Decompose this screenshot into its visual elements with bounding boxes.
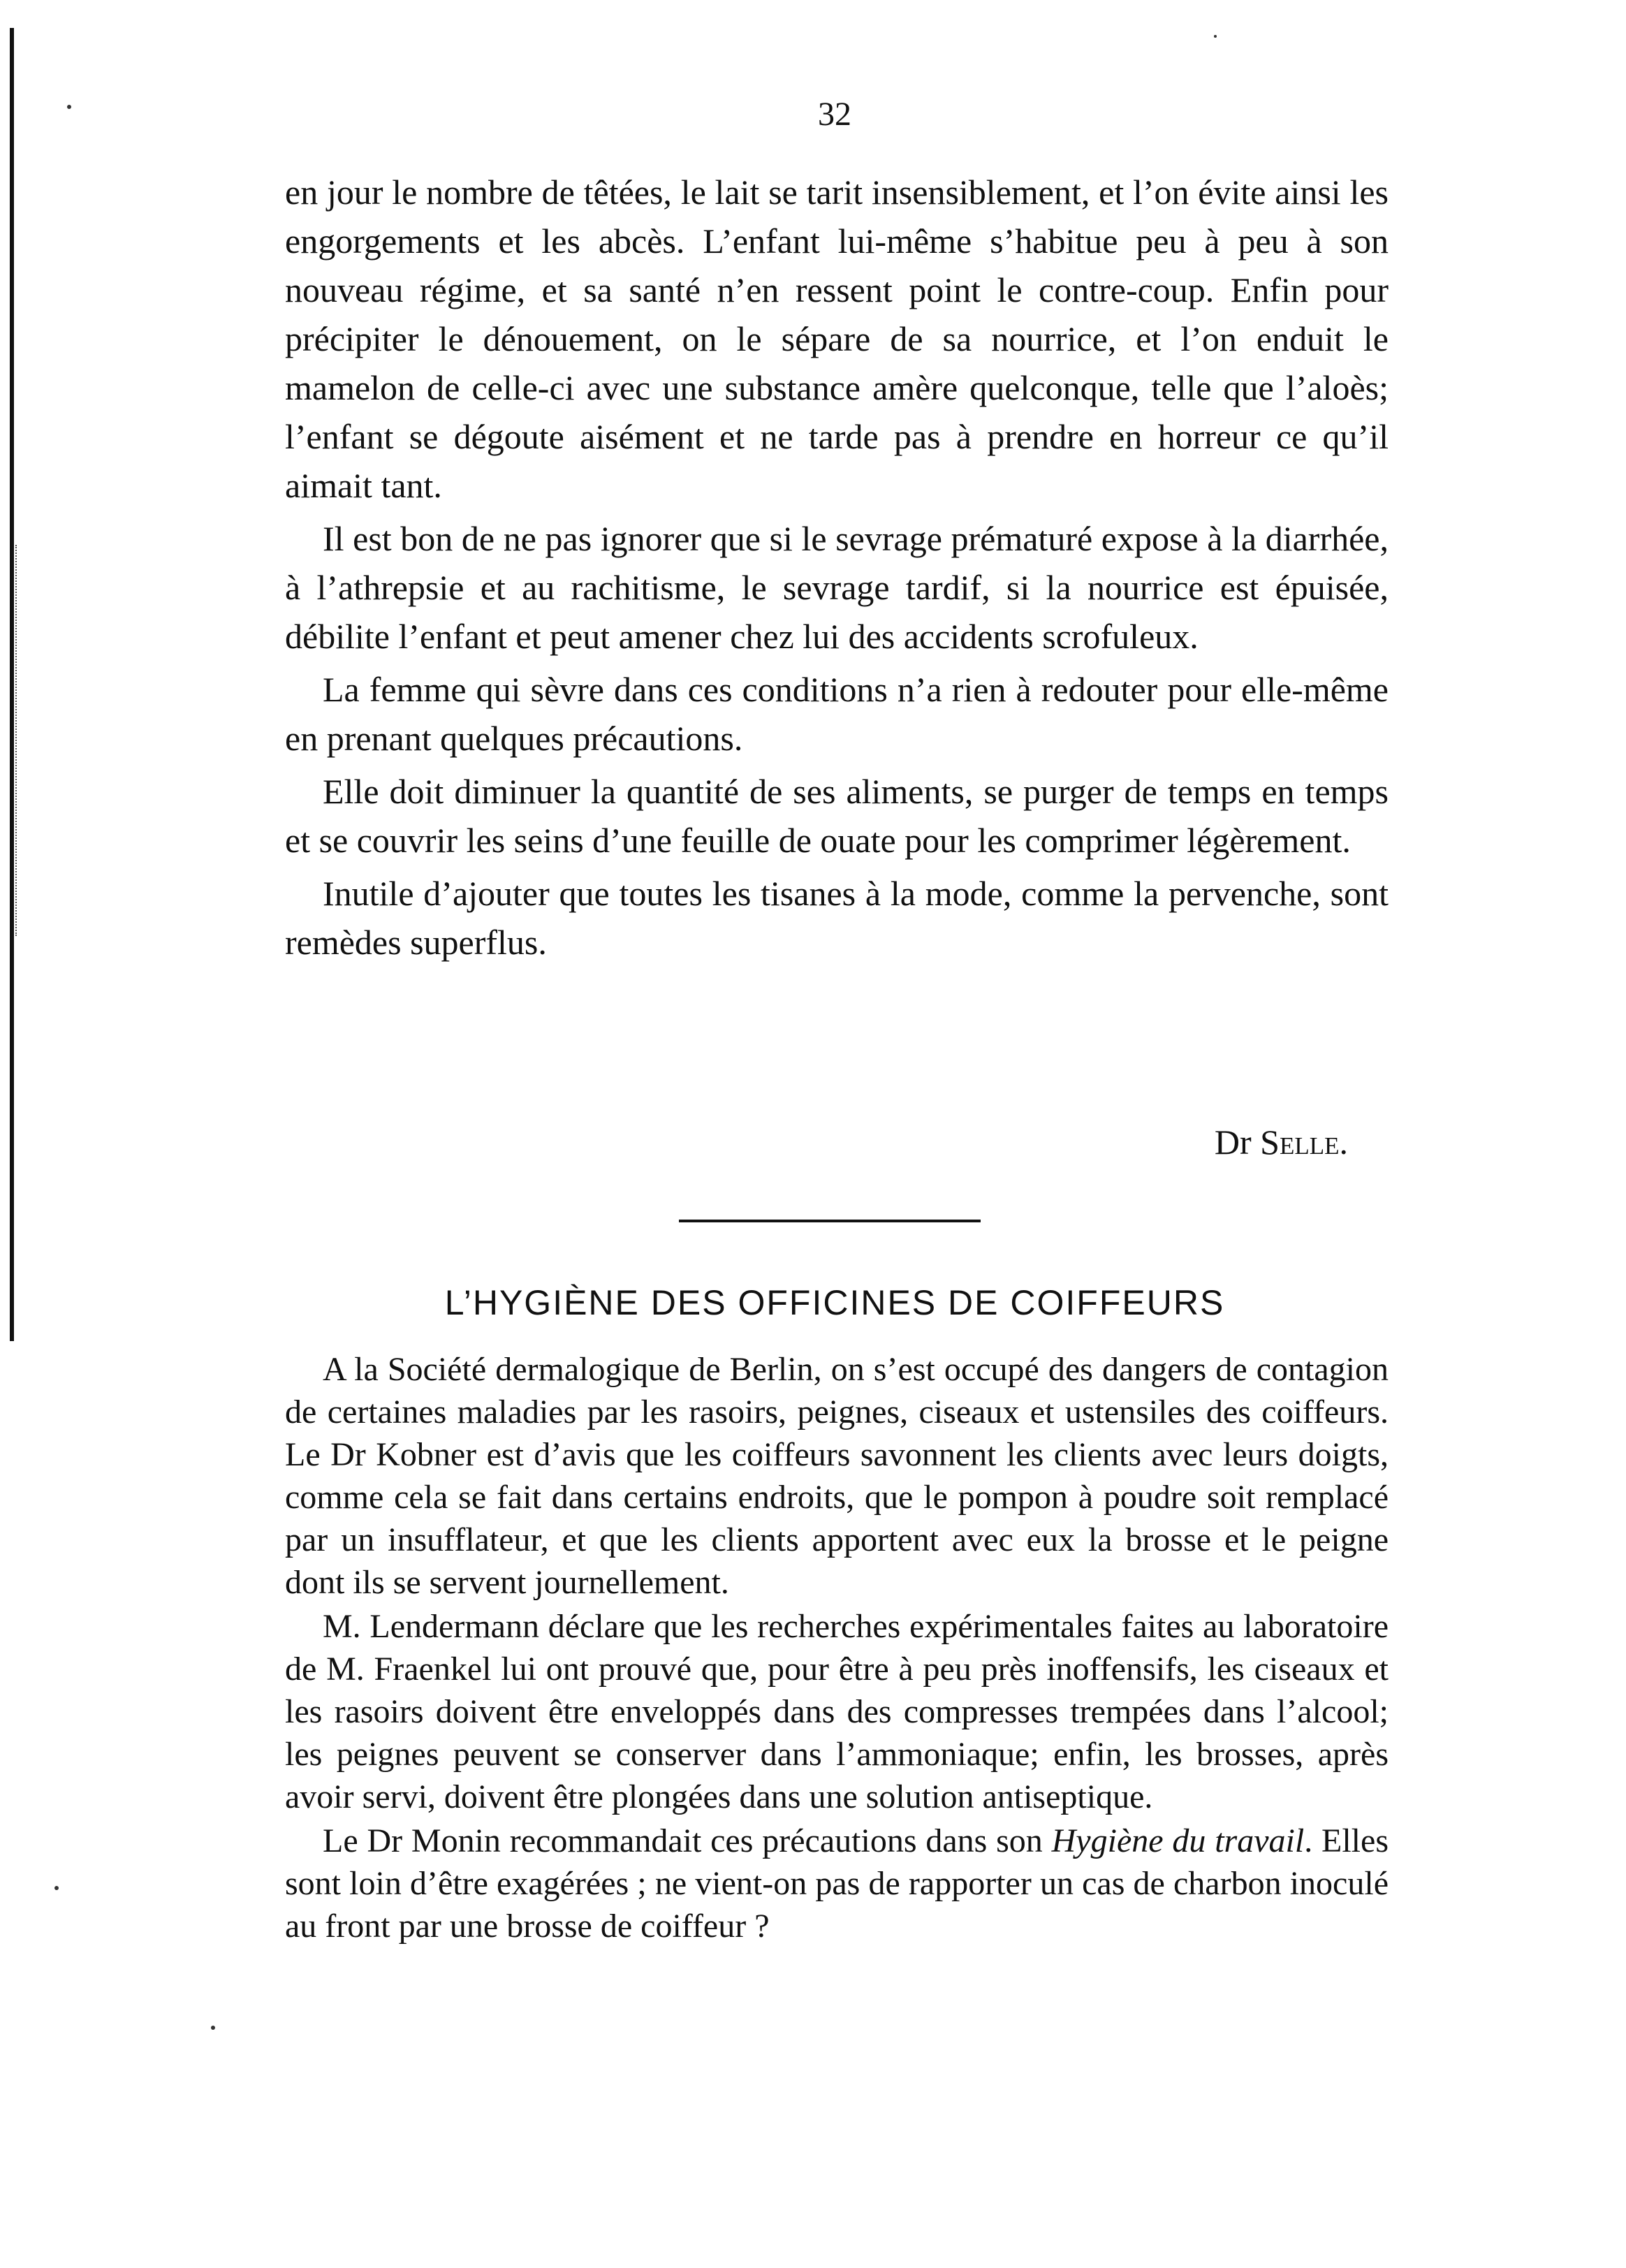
paragraph: Il est bon de ne pas ignorer que si le sevrage prématuré expose à la diarrhée, à l’athrepsie et au rachitisme, le sevrage tardif, si la nourrice est épuisée, débilite l’enfant et peut amener chez lui des accidents scrofuleux. xyxy=(285,519,1389,656)
paragraph: Elle doit diminuer la quantité de ses aliments, se purger de temps en temps et se couvrir les seins d’une feuille de ouate pour les comprimer légèrement. xyxy=(285,772,1389,860)
scan-speck xyxy=(1214,35,1217,38)
signature-prefix: Dr xyxy=(1214,1122,1252,1162)
paragraph-text: . Elles sont loin d’être exagérées ; ne vient-on pas de rapporter un cas de charbon inoculé au front par une brosse de coiffeur ? xyxy=(285,1822,1389,1945)
paragraph-text: Le Dr Monin recommandait ces précautions dans son xyxy=(323,1822,1052,1859)
paragraph: La femme qui sèvre dans ces conditions n’a rien à redouter pour elle-même en prenant quelques précautions. xyxy=(285,670,1389,758)
paragraph: en jour le nombre de têtées, le lait se tarit insensiblement, et l’on évite ainsi les engorgements et les abcès. L’enfant lui-même s’habitue peu à peu à son nouveau régime, et sa santé n’en ressent point le contre-coup. Enfin pour précipiter le dénouement, on le sépare de sa nourrice, et l’on enduit le mamelon de celle-ci avec une substance amère quelconque, telle que l’aloès; l’enfant se dégoute aisément et ne tarde pas à prendre en horreur ce qu’il aimait tant. xyxy=(285,173,1389,505)
top-text-section xyxy=(285,168,1389,971)
paragraph: Inutile d’ajouter que toutes les tisanes à la mode, comme la pervenche, sont remèdes superflus. xyxy=(285,874,1389,962)
author-signature xyxy=(1118,1118,1348,1166)
article-body xyxy=(285,1348,1389,1949)
scan-speck xyxy=(54,1886,59,1890)
signature-name: Selle. xyxy=(1260,1122,1348,1162)
scan-speck xyxy=(211,2026,215,2030)
section-divider xyxy=(679,1220,981,1222)
page-number: 32 xyxy=(818,96,851,133)
scan-edge-shadow xyxy=(10,28,14,1341)
scan-dotted-artifact xyxy=(15,545,18,936)
article-title: L’HYGIÈNE DES OFFICINES DE COIFFEURS xyxy=(444,1283,1225,1322)
scan-speck xyxy=(67,105,71,109)
paragraph: A la Société dermalogique de Berlin, on s’est occupé des dangers de contagion de certaines maladies par les rasoirs, peignes, ciseaux et ustensiles des coiffeurs. Le Dr Kobner est d’avis que les coiffeurs savonnent les clients avec leurs doigts, comme cela se fait dans certains endroits, que le pompon à poudre soit remplacé par un insufflateur, et que les clients apportent avec eux la brosse et le peigne dont ils se servent journellement. xyxy=(285,1351,1389,1601)
paragraph xyxy=(285,1820,1389,1947)
book-title: Hygiène du travail xyxy=(1051,1822,1305,1859)
paragraph: M. Lendermann déclare que les recherches expérimentales faites au laboratoire de M. Fraenkel lui ont prouvé que, pour être à peu près inoffensifs, les ciseaux et les rasoirs doivent être enveloppés dans des compresses trempées dans l’alcool; les peignes peuvent se conserver dans l’ammoniaque; enfin, les brosses, après avoir servi, doivent être plongées dans une solution antiseptique. xyxy=(285,1608,1389,1815)
